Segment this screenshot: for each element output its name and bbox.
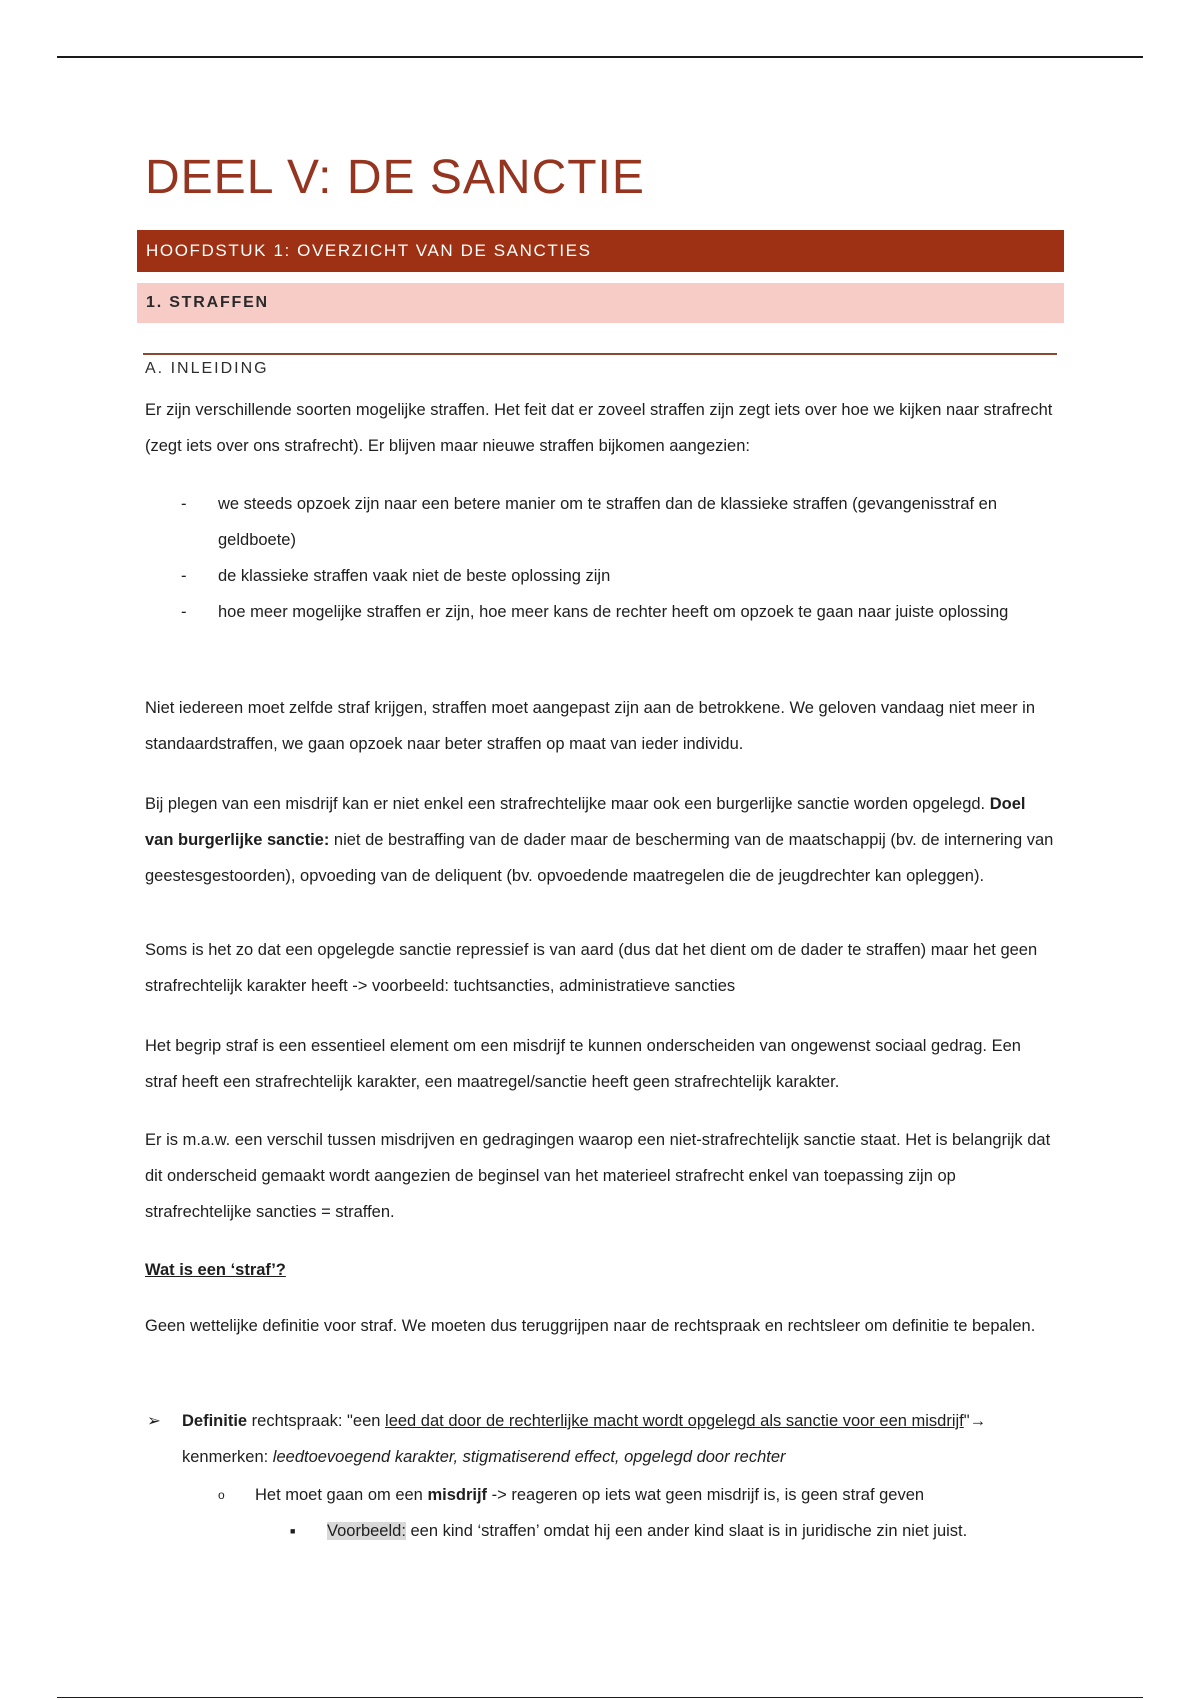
list-item: - we steeds opzoek zijn naar een betere manier om te straffen dan de klassieke straffen (gevangenisstraf en geldboete) [181, 495, 998, 549]
definition-item: ➢ Definitie rechtspraak: "een leed dat door de rechterlijke macht wordt opgelegd als sanctie voor een misdrijf"→ kenmerken: leedtoevoegend karakter, stigmatiserend effect, opgelegd door rechter [145, 1403, 1057, 1475]
paragraph-distinction: Er is m.a.w. een verschil tussen misdrijven en gedragingen waarop een niet-strafrechtelijk sanctie staat. Het is belangrijk dat dit onderscheid gemaakt wordt aangezien de beginsel van het materieel strafrecht enkel van toepassing zijn op strafrechtelijke sancties = straffen. [145, 1131, 1051, 1221]
paragraph-no-definition: Geen wettelijke definitie voor straf. We moeten dus teruggrijpen naar de rechtspraak en rechtsleer om definitie te bepalen. [145, 1317, 1036, 1335]
sub-point-item: o Het moet gaan om een misdrijf -> reageren op iets wat geen misdrijf is, is geen straf geven [218, 1477, 924, 1513]
section-heading: 1. STRAFFEN [137, 283, 1064, 323]
question-heading: Wat is een ‘straf’? [145, 1261, 286, 1279]
paragraph-civil-sanction: Bij plegen van een misdrijf kan er niet enkel een strafrechtelijke maar ook een burgerlijke sanctie worden opgelegd. Doel van burgerlijke sanctie: niet de bestraffing van de dader maar de bescherming van de maatschappij (bv. de internering van geestesgestoorden), opvoeding van de deliquent (bv. opvoedende maatregelen die de jeugdrechter kan opleggen). [145, 795, 1054, 885]
subsection-rule [143, 353, 1057, 355]
page-bottom-rule [57, 1697, 1143, 1698]
paragraph-repressive: Soms is het zo dat een opgelegde sanctie repressief is van aard (dus dat het dient om de dader te straffen) maar het geen strafrechtelijk karakter heeft -> voorbeeld: tuchtsancties, administratieve sancties [145, 941, 1038, 995]
paragraph-concept: Het begrip straf is een essentieel element om een misdrijf te kunnen onderscheiden van ongewenst sociaal gedrag. Een straf heeft een strafrechtelijk karakter, een maatregel/sanctie heeft geen strafrechtelijk karakter. [145, 1037, 1021, 1091]
circle-bullet-icon: o [218, 1488, 225, 1502]
list-item: - de klassieke straffen vaak niet de beste oplossing zijn [181, 567, 611, 585]
reasons-list [145, 486, 1057, 630]
intro-paragraph: Er zijn verschillende soorten mogelijke straffen. Het feit dat er zoveel straffen zijn zegt iets over hoe we kijken naar strafrecht (zegt iets over ons strafrecht). Er blijven maar nieuwe straffen bijkomen aangezien: [145, 401, 1053, 455]
example-label: Voorbeeld: [327, 1522, 406, 1540]
document-title: DEEL V: DE SANCTIE [145, 151, 645, 204]
list-item: - hoe meer mogelijke straffen er zijn, hoe meer kans de rechter heeft om opzoek te gaan naar juiste oplossing [181, 603, 1009, 621]
page-top-rule [57, 56, 1143, 58]
subsection-heading: A. INLEIDING [145, 360, 269, 377]
example-item: ■ Voorbeeld: een kind ‘straffen’ omdat hij een ander kind slaat is in juridische zin niet juist. [290, 1513, 967, 1549]
square-bullet-icon: ■ [290, 1526, 296, 1536]
chapter-heading: HOOFDSTUK 1: OVERZICHT VAN DE SANCTIES [137, 230, 1064, 272]
paragraph-individual: Niet iedereen moet zelfde straf krijgen, straffen moet aangepast zijn aan de betrokkene. We geloven vandaag niet meer in standaardstraffen, we gaan opzoek naar beter straffen op maat van ieder individu. [145, 699, 1036, 753]
arrow-bullet-icon: ➢ [147, 1412, 161, 1430]
